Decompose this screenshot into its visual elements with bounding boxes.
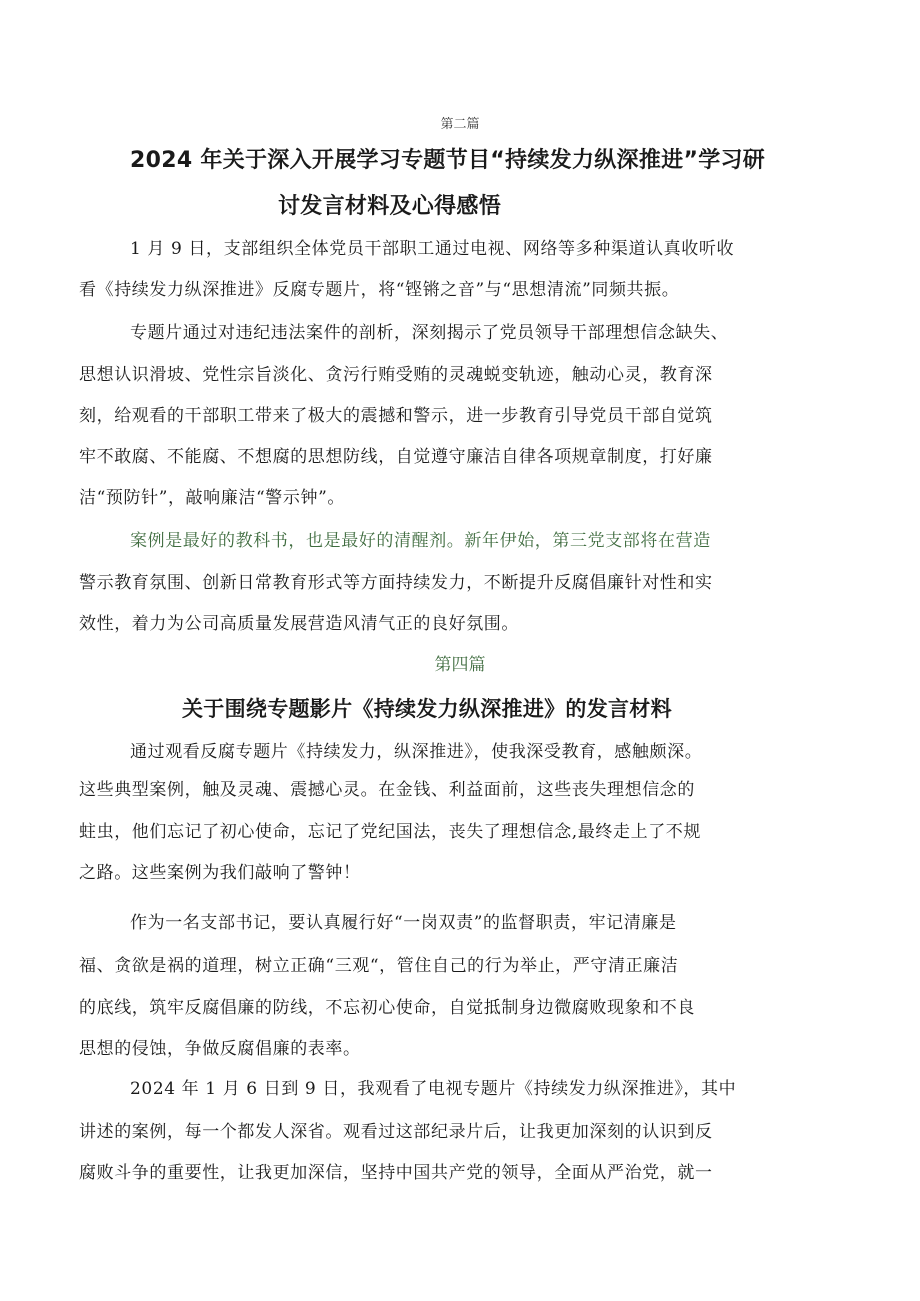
paragraph-line: 之路。这些案例为我们敲响了警钟！ <box>79 863 361 883</box>
article-title: 关于围绕专题影片《持续发力纵深推进》的发言材料 <box>182 697 672 721</box>
paragraph-line: 专题片通过对违纪违法案件的剖析，深刻揭示了党员领导干部理想信念缺失、 <box>130 323 729 343</box>
paragraph-line: 洁“预防针”，敲响廉洁“警示钟”。 <box>79 488 345 508</box>
paragraph-line: 效性，着力为公司高质量发展营造风清气正的良好氛围。 <box>79 614 519 634</box>
paragraph-line: 思想的侵蚀，争做反腐倡廉的表率。 <box>79 1039 361 1059</box>
paragraph-line: 牢不敢腐、不能腐、不想腐的思想防线，自觉遵守廉洁自律各项规章制度，打好廉 <box>79 447 713 467</box>
section-label-fourth: 第四篇 <box>434 655 486 675</box>
paragraph-line: 福、贪欲是祸的道理，树立正确“三观“，管住自己的行为举止，严守清正廉洁 <box>79 956 679 976</box>
section-label-second: 第二篇 <box>440 117 480 132</box>
article-title-line-2: 讨发言材料及心得感悟 <box>278 194 502 219</box>
paragraph-line: 腐败斗争的重要性，让我更加深信，坚持中国共产党的领导，全面从严治党，就一 <box>79 1163 713 1183</box>
paragraph-line: 的底线，筑牢反腐倡廉的防线，不忘初心使命，自觉抵制身边微腐败现象和不良 <box>79 998 695 1018</box>
paragraph-line: 1 月 9 日，支部组织全体党员干部职工通过电视、网络等多种渠道认真收听收 <box>130 239 735 259</box>
paragraph-line: 警示教育氛围、创新日常教育形式等方面持续发力，不断提升反腐倡廉针对性和实 <box>79 573 713 593</box>
paragraph-line: 思想认识滑坡、党性宗旨淡化、贪污行贿受贿的灵魂蜕变轨迹，触动心灵，教育深 <box>79 365 713 385</box>
article-title-line-1: 2024 年关于深入开展学习专题节目“持续发力纵深推进”学习研 <box>130 148 766 173</box>
paragraph-line: 案例是最好的教科书，也是最好的清醒剂。新年伊始，第三党支部将在营造 <box>130 531 711 551</box>
paragraph-line: 刻，给观看的干部职工带来了极大的震撼和警示，进一步教育引导党员干部自觉筑 <box>79 406 713 426</box>
paragraph-line: 2024 年 1 月 6 日到 9 日，我观看了电视专题片《持续发力纵深推进》，其中 <box>130 1079 737 1099</box>
paragraph-line: 通过观看反腐专题片《持续发力，纵深推进》，使我深受教育，感触颇深。 <box>130 742 703 762</box>
paragraph-line: 作为一名支部书记，要认真履行好“一岗双责”的监督职责，牢记清廉是 <box>130 913 677 933</box>
paragraph-line: 讲述的案例，每一个都发人深省。观看过这部纪录片后，让我更加深刻的认识到反 <box>79 1122 713 1142</box>
paragraph-line: 这些典型案例，触及灵魂、震撼心灵。在金钱、利益面前，这些丧失理想信念的 <box>79 780 695 800</box>
paragraph-line: 蛀虫，他们忘记了初心使命，忘记了党纪国法，丧失了理想信念,最终走上了不规 <box>79 822 702 842</box>
paragraph-line: 看《持续发力纵深推进》反腐专题片，将“铿锵之音”与“思想清流”同频共振。 <box>79 280 680 300</box>
